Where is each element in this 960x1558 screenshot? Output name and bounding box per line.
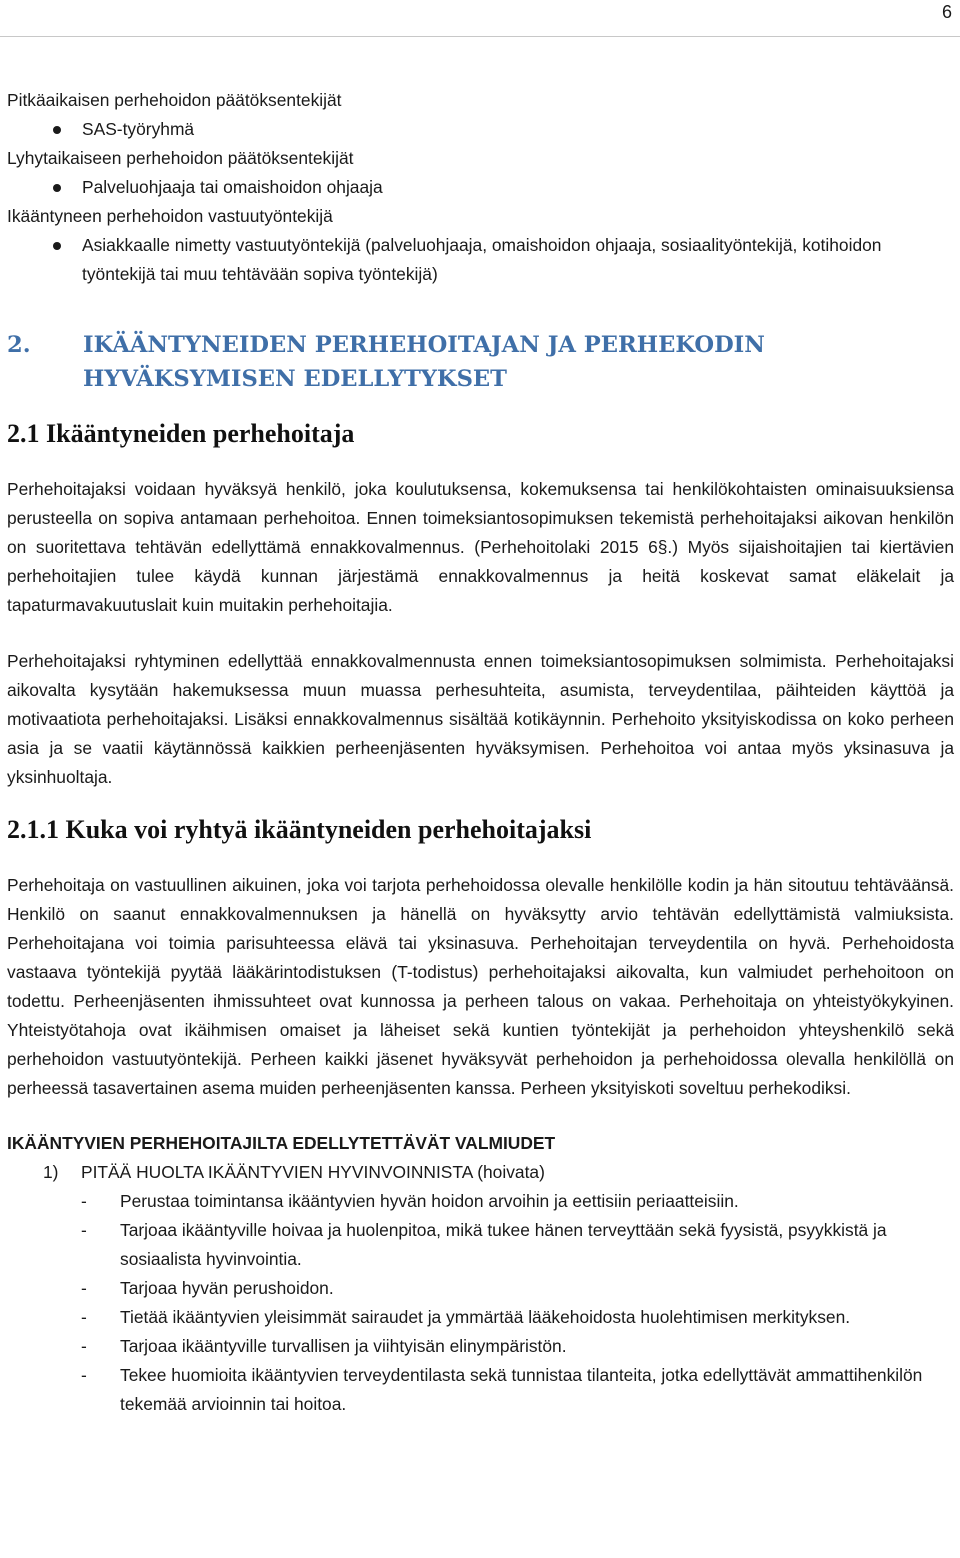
role-heading: Ikääntyneen perhehoidon vastuutyöntekijä xyxy=(7,206,333,226)
document-body xyxy=(7,86,954,1419)
dash-marker: - xyxy=(81,1307,87,1327)
dash-marker: - xyxy=(81,1336,87,1356)
section-2-1-1-paragraph: Perhehoitaja on vastuullinen aikuinen, joka voi tarjota perhehoidossa olevalle henkilölle kodin ja hän sitoutuu tehtäväänsä. Henkilö on saanut ennakkovalmennuksen ja hänellä on hyväksytty arvio tehtävän edellyttämistä valmiuksista. Perhehoitajana voi toimia parisuhteessa elävä tai yksinasuva. Perhehoitajan terveydentila on hyvä. Perhehoidosta vastaava työntekijä pyytää lääkärintodistuksen (T-todistus) perhehoitajaksi aikovalta, kun valmiudet perhehoitoon on todettu. Perheenjäsenten ihmissuhteet ovat kunnossa ja perheen talous on vakaa. Perhehoitaja on yhteistyökykyinen. Yhteistyötahoja ovat ikäihmisen omaiset ja läheiset sekä kuntien työntekijät ja perhehoidon yhteyshenkilö sekä perhehoidon vastuutyöntekijä. Perheen kaikki jäsenet hyväksyvät perhehoidon ja perhehoidossa olevalla henkilöllä on perheessä tasavertainen asema muiden perheenjäsenten kanssa. Perheen yksityiskoti soveltuu perhekodiksi. xyxy=(7,875,954,1098)
requirement-title: PITÄÄ HUOLTA IKÄÄNTYVIEN HYVINVOINNISTA (hoivata) xyxy=(81,1162,545,1182)
requirement-points xyxy=(7,1187,954,1419)
requirements-heading: IKÄÄNTYVIEN PERHEHOITAJILTA EDELLYTETTÄVÄT VALMIUDET xyxy=(7,1133,556,1153)
requirement-point xyxy=(7,1274,954,1303)
section-2-number: 2. xyxy=(7,332,31,358)
page-number: 6 xyxy=(941,2,952,22)
role-bullet: SAS-työryhmä xyxy=(7,115,954,144)
dash-marker: - xyxy=(81,1278,87,1298)
section-2-1-paragraph-1: Perhehoitajaksi voidaan hyväksyä henkilö, joka koulutuksensa, kokemuksensa tai henkilökohtaisten ominaisuuksiensa perusteella on sopiva antamaan perhehoitoa. Ennen toimeksiantosopimuksen tekemistä perhehoitajaksi aikovan henkilön on suoritettava tehtävän edellyttämä ennakkovalmennus. (Perhehoitolaki 2015 6§.) Myös sijaishoitajien tai kiertävien perhehoitajien tulee käydä kunnan järjestämä ennakkovalmennus ja heitä koskevat samat eläkelait ja tapaturmavakuutuslait kuin muitakin perhehoitajia. xyxy=(7,479,954,615)
requirement-point-text: Tekee huomioita ikääntyvien terveydentilasta sekä tunnistaa tilanteita, jotka edellyttävät ammattihenkilön tekemää arvioinnin tai hoitoa. xyxy=(120,1365,923,1414)
requirement-point xyxy=(7,1303,954,1332)
section-2-heading xyxy=(7,328,954,396)
dash-marker: - xyxy=(81,1365,87,1385)
requirement-point-text: Perustaa toimintansa ikääntyvien hyvän hoidon arvoihin ja eettisiin periaatteisiin. xyxy=(120,1191,739,1211)
role-list xyxy=(7,86,954,289)
requirement-point-text: Tarjoaa hyvän perushoidon. xyxy=(120,1278,334,1298)
section-2-1-paragraph-2: Perhehoitajaksi ryhtyminen edellyttää ennakkovalmennusta ennen toimeksiantosopimuksen solmimista. Perhehoitajaksi aikovalta kysytään hakemuksessa muun muassa perhesuhteita, asumista, terveydentilaa, päihteiden käyttöä ja motivaatiota perhehoitajaksi. Lisäksi ennakkovalmennus sisältää kotikäynnin. Perhehoito yksityiskodissa on koko perheen asia ja se vaatii käytännössä kaikkien perheenjäsenten hyväksymisen. Perhehoitoa voi antaa myös yksinasuva ja yksinhuoltaja. xyxy=(7,651,954,787)
requirement-item xyxy=(7,1158,954,1187)
role-bullet: Asiakkaalle nimetty vastuutyöntekijä (palveluohjaaja, omaishoidon ohjaaja, sosiaalityöntekijä, kotihoidon työntekijä tai muu tehtävään sopiva työntekijä) xyxy=(7,231,954,289)
section-2-1-1-heading: 2.1.1 Kuka voi ryhtyä ikääntyneiden perhehoitajaksi xyxy=(7,815,592,844)
dash-marker: - xyxy=(81,1220,87,1240)
header-rule xyxy=(0,36,960,37)
role-heading: Pitkäaikaisen perhehoidon päätöksentekijät xyxy=(7,90,342,110)
requirement-number: 1) xyxy=(43,1162,59,1182)
section-2-1-heading: 2.1 Ikääntyneiden perhehoitaja xyxy=(7,419,355,448)
requirement-point xyxy=(7,1332,954,1361)
dash-marker: - xyxy=(81,1191,87,1211)
role-bullet: Palveluohjaaja tai omaishoidon ohjaaja xyxy=(7,173,954,202)
requirement-point xyxy=(7,1216,954,1274)
requirement-point-text: Tietää ikääntyvien yleisimmät sairaudet ja ymmärtää lääkehoidosta huolehtimisen merkityksen. xyxy=(120,1307,851,1327)
role-heading: Lyhytaikaiseen perhehoidon päätöksentekijät xyxy=(7,148,354,168)
requirement-point-text: Tarjoaa ikääntyville turvallisen ja viihtyisän elinympäristön. xyxy=(120,1336,567,1356)
requirement-point-text: Tarjoaa ikääntyville hoivaa ja huolenpitoa, mikä tukee hänen terveyttään sekä fyysistä, psyykkistä ja sosiaalista hyvinvointia. xyxy=(120,1220,887,1269)
requirement-point xyxy=(7,1187,954,1216)
section-2-title: IKÄÄNTYNEIDEN PERHEHOITAJAN JA PERHEKODIN HYVÄKSYMISEN EDELLYTYKSET xyxy=(83,332,765,392)
requirement-point xyxy=(7,1361,954,1419)
